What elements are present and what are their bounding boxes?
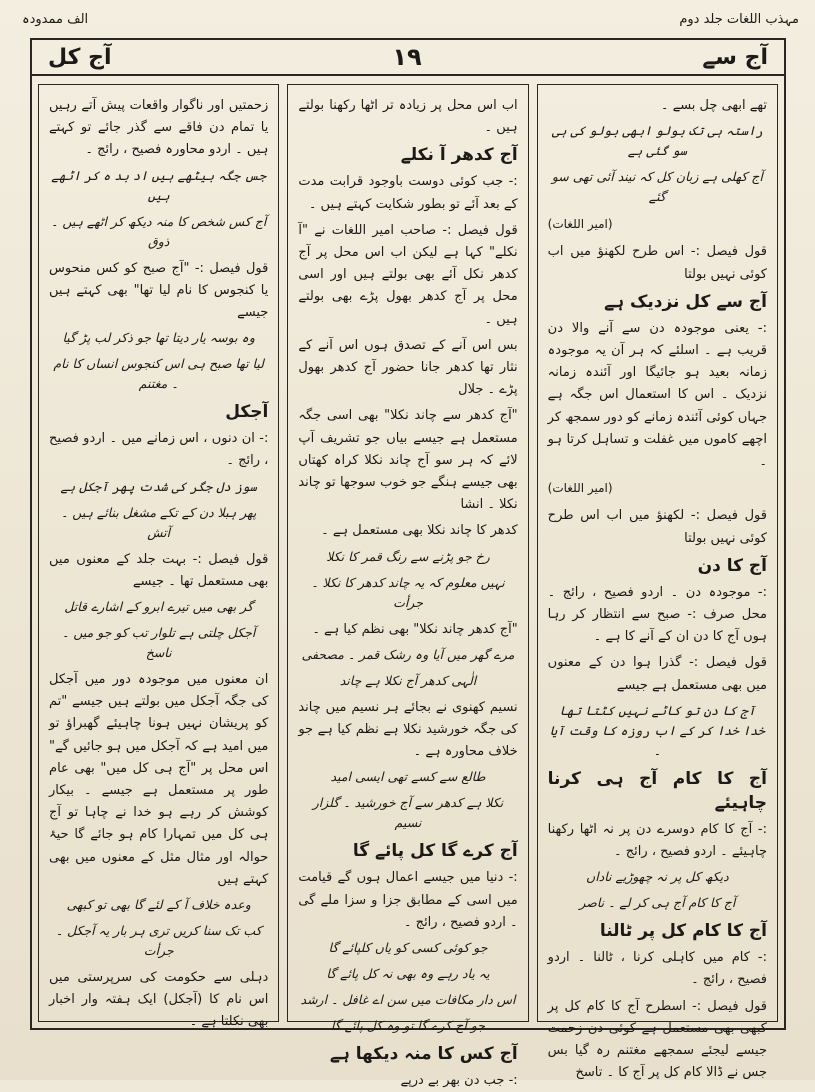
verse-line: نکلا ہے کدھر سے آج خورشید ۔ گلزار نسیم	[312, 795, 504, 831]
column-middle	[287, 84, 528, 1089]
running-head-section: الف ممدودہ	[22, 11, 89, 27]
verse-line: آج کس شخص کا منہ دیکھ کر اٹھے ہیں ۔ ذوق	[51, 213, 267, 249]
entry-text: قول فیصل :- گذرا ہوا دن کے معنوں میں بھی مستعمل ہے جیسے	[547, 655, 767, 693]
page-number: ١٩	[392, 43, 422, 71]
entry-text: :- موجودہ دن ۔ اردو فصیح ، رائج ۔ محل صرف :- صبح سے انتظار کر رہا ہوں آج کا دن ان کے آنے کا ہے ۔	[547, 584, 767, 645]
column-left	[38, 84, 279, 1030]
entry-text: قول فیصل :- لکھنؤ میں اب اس طرح کوئی نہیں بولتا	[547, 508, 767, 546]
entry-headword: آجکل	[225, 402, 269, 423]
header-last-word: آج کل	[48, 44, 112, 70]
entry-headword: آج کدھر آ نکلے	[400, 145, 518, 166]
running-head-title: مہذب اللغات جلد دوم	[679, 11, 799, 27]
verse-line: آج کا دن تو کاٹے نہیں کٹتا تھا خدا خدا کر کے اب روزہ کا وقت آیا ۔	[549, 702, 765, 758]
verse-line: گر بھی میں تیرے ابرو کے اشارے قاتل	[64, 599, 254, 615]
entry-headword: آج سے کل نزدیک ہے	[604, 291, 767, 312]
text-columns	[38, 84, 778, 1089]
column-right	[537, 84, 778, 1081]
entry-text: زحمتیں اور ناگوار واقعات پیش آتے رہیں یا تمام دن فاقے سے گذر جائے تو کہتے ہیں ۔ اردو محاورہ فصیح ، رائج ۔	[49, 98, 269, 158]
verse-line: یہ یاد رہے وہ بھی نہ کل پائے گا	[326, 966, 490, 982]
entry-text: قول فیصل :- اسطرح آج کا کام کل پر کبھی بھی مستعمل ہے کوئی دن زحمت جیسے لیجئے سمجھے مغتنم رہ گیا بس جس نے ڈالا کام کل پر آج کا ۔ تاسخ	[547, 998, 767, 1081]
entry-text: اب اس محل پر زیادہ تر اٹھا رکھنا بولتے ہیں ۔	[298, 98, 518, 136]
entry-text: نسیم کھنوی نے بجائے ہر نسیم میں چاند کی جگہ خورشید نکلا ہے نظم کیا ہے جو خلاف محاورہ ہے ۔	[298, 699, 518, 760]
entry-text: :- ان دنوں ، اس زمانے میں ۔ اردو فصیح ، رائج ۔	[49, 431, 269, 469]
verse-line: لیا تھا صبح ہی اس کنجوس انساں کا نام ۔ مغتنم	[53, 356, 264, 392]
citation: (امیر اللغات)	[547, 481, 613, 496]
entry-text: :- یعنی موجودہ دن سے آنے والا دن قریب ہے ۔ اسلئے کہ ہر آن یہ موجودہ زمانہ بعید ہو جائیگا اور آئندہ زمانہ نزدیک ۔ اس کا استعمال اس جگہ ہے جہاں کوئی آئندہ زمانے کو دور سمجھ کر اچھے کاموں میں غفلت و تساہل کرتا ہو ۔	[547, 320, 767, 470]
verse-line: نہیں معلوم کہ یہ چاند کدھر کا نکلا ۔ جرأت	[311, 574, 505, 610]
verse-line: سوز دل جگر کی شدت پھر آجکل ہے	[60, 478, 257, 494]
entry-headword: آج کا دن	[697, 555, 767, 576]
entry-text: :- کام میں کاہلی کرنا ، ٹالنا ۔ اردو فصیح ، رائج ۔	[547, 950, 767, 988]
verse-line: دیکھ کل پر نہ چھوڑیے ناداں	[586, 869, 729, 885]
verse-line: کب تک سنا کریں تری ہر بار یہ آجکل ۔ جرأت	[55, 923, 262, 959]
verse-line: راستہ ہی تک بولو ابھی بولو کی ہی سو گئی ہے	[551, 123, 763, 159]
entry-text: کدھر کا چاند نکلا بھی مستعمل ہے ۔	[321, 523, 518, 539]
verse-line: اس دار مکافات میں سن اے غافل ۔ ارشد	[300, 992, 516, 1008]
entry-headword: آج کا کام آج ہی کرنا چاہیئے	[547, 768, 767, 813]
verse-line: آج کھلی ہے زبان کل کہ نیند آئی تھی سو گئے	[551, 169, 763, 205]
entry-text: دہلی سے حکومت کی سرپرستی میں اس نام کا (آجکل) ایک ہفتہ وار اخبار بھی نکلتا ہے ۔	[49, 970, 269, 1030]
citation: (امیر اللغات)	[547, 217, 613, 232]
header-first-word: آج سے	[702, 44, 768, 70]
verse-line: آجکل چلتی ہے تلوار تب کو جو میں ۔ ناسخ	[62, 625, 256, 661]
page-frame	[30, 38, 786, 1089]
entry-text: قول فیصل :- صاحب امیر اللغات نے "آ نکلے" کہا ہے لیکن اب اس محل پر آج کدھر نکل آئے بھی بولتے ہیں اور اسی محل پر آج کدھر بھول پڑے بھی بولتے ہیں ۔	[298, 222, 518, 327]
verse-line: جو کوئی کسی کو یاں کلپائے گا	[328, 940, 488, 956]
entry-text: :- جب دن بھر بے درپے	[400, 1073, 518, 1089]
entry-text: :- آج کا کام دوسرے دن پر نہ اٹھا رکھنا چاہیئے ۔ اردو فصیح ، رائج ۔	[547, 821, 767, 860]
entry-text: تھے ابھی چل بسے ۔	[660, 98, 767, 113]
entry-headword: آج کا کام کل پر ٹالنا	[599, 921, 767, 942]
entry-text: :- جب کوئی دوست باوجود قرابت مدت کے بعد آئے تو بطور شکایت کہتے ہیں ۔	[298, 174, 518, 212]
verse-line: جس جگہ بیٹھے ہیں اد بد ہ کر اٹھے ہیں	[51, 167, 267, 203]
entry-text: "آج کدھر سے چاند نکلا" بھی اسی جگہ مستعمل ہے جیسے بیاں جو تشریف آپ لائے کہ ہر سو آج چاند نکلا کراہ کھتاں بھی جیسے ہنگے جو خوب سوجھا تو چاند نکلا ۔ انشا	[298, 408, 518, 513]
entry-text: قول فیصل :- "آج صبح کو کس منحوس یا کنجوس کا نام لیا تھا" بھی کہتے ہیں جیسے	[49, 260, 269, 321]
verse-line: پھر ہبلا دن کے تکے مشغل بنائے ہیں ۔ آتش	[61, 504, 257, 540]
verse-line: رخ جو پڑنے سے رنگ قمر کا نکلا	[326, 548, 490, 564]
verse-line: مرے گھر میں آیا وہ رشک قمر ۔ مصحفی	[301, 646, 515, 662]
running-head	[22, 6, 799, 32]
entry-text: ان معنوں میں موجودہ دور میں آجکل کی جگہ آجکل میں بولتے ہیں جیسے "تم کو پریشان نہیں ہونا چاہیئے گھبراؤ تو میں امید ہے کہ آجکل میں ہو جائیں گے" اس محل پر "آج ہی کل میں" بھی عام طور پر مستعمل ہے جیسے ۔ بیکار کوشش کر رہے ہو خدا نے چاہا تو آج ہی کل میں تمہارا کام ہو جائے گا حیۂ حوالہ اور مثال مثل کے معنوں میں بھی کہتے ہیں	[49, 672, 269, 887]
entry-text: بس اس آنے کے تصدق ہوں اس آنے کے نثار تھا کدھر جانا حضور آج کدھر بھول پڑے ۔ جلال	[298, 337, 518, 398]
verse-line: الٰہی کدھر آج نکلا ہے چاند	[339, 672, 477, 688]
verse-line: وہ بوسہ یار دیتا تھا جو ذکر لب پڑ گیا	[62, 330, 255, 346]
entry-headword: آج کس کا منہ دیکھا ہے	[329, 1044, 518, 1065]
verse-line: وعدہ خلاف آ کے لئے گا بھی تو کبھی	[66, 897, 251, 913]
verse-line: جو آج کرے گا تو وہ کل پائے گا	[331, 1018, 486, 1034]
verse-line: آج کا کام آج ہی کر لے ۔ ناصر	[579, 895, 736, 911]
entry-text: قول فیصل :- بہت جلد کے معنوں میں بھی مستعمل تھا ۔ جیسے	[49, 551, 269, 589]
entry-text: "آج کدھر چاند نکلا" بھی نظم کیا ہے ۔	[312, 621, 518, 637]
header-band	[32, 40, 784, 76]
entry-headword: آج کرے گا کل پائے گا	[352, 841, 518, 862]
entry-text: قول فیصل :- اس طرح لکھنؤ میں اب کوئی نہیں بولتا	[547, 244, 767, 282]
verse-line: طالع سے کسے تھی ایسی امید	[330, 769, 486, 785]
entry-text: :- دنیا میں جیسے اعمال ہوں گے قیامت میں اسی کے مطابق جزا و سزا ملے گی ۔ اردو فصیح ، رائج ۔	[298, 870, 518, 930]
